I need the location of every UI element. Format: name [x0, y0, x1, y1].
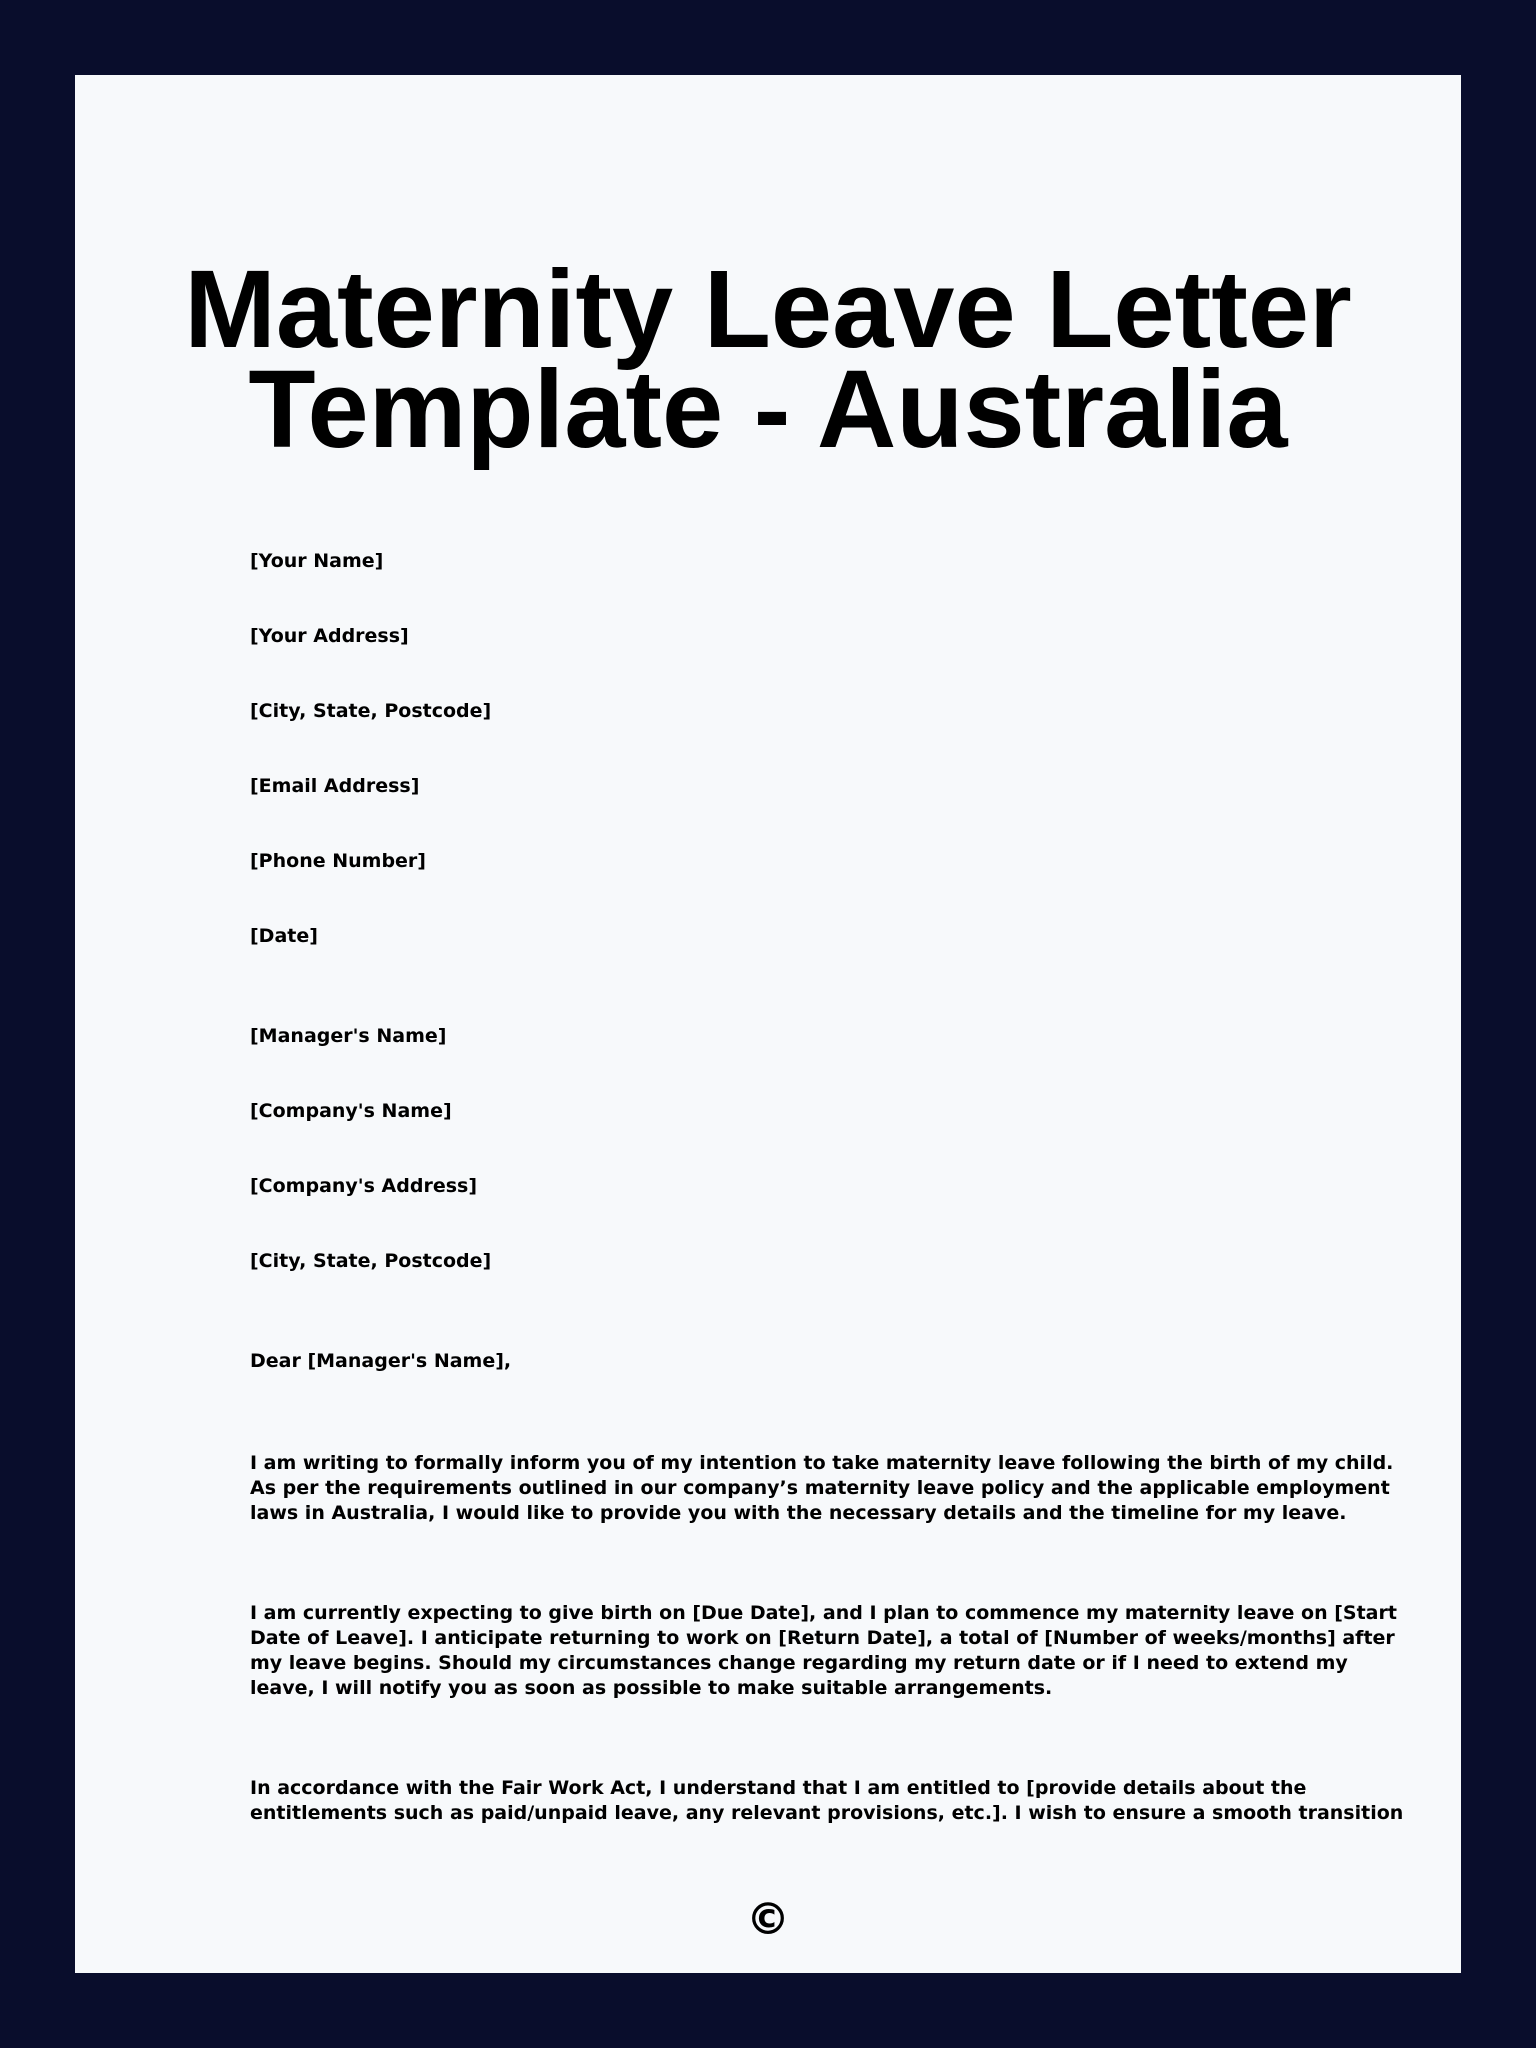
body-paragraph-1: [250, 1451, 1394, 1526]
paragraph-line: In accordance with the Fair Work Act, I understand that I am entitled to [provide details about the: [250, 1777, 1307, 1799]
recipient-company-name: [Company's Name]: [250, 1100, 452, 1122]
recipient-company-address: [Company's Address]: [250, 1175, 478, 1197]
sender-address: [Your Address]: [250, 625, 409, 647]
document-page: [75, 75, 1461, 1973]
document-title: [75, 248, 1461, 471]
paragraph-line: I am writing to formally inform you of my intention to take maternity leave following the birth of my child.: [250, 1452, 1394, 1474]
copyright-icon: ©: [746, 1894, 790, 1945]
sender-city: [City, State, Postcode]: [250, 700, 492, 722]
salutation: Dear [Manager's Name],: [250, 1350, 512, 1372]
title-line-2: Template - Australia: [248, 348, 1288, 471]
sender-email: [Email Address]: [250, 775, 420, 797]
sender-name: [Your Name]: [250, 550, 384, 572]
body-paragraph-3: [250, 1776, 1404, 1826]
paragraph-line: my leave begins. Should my circumstances change regarding my return date or if I need to extend my: [250, 1652, 1348, 1674]
paragraph-line: As per the requirements outlined in our company’s maternity leave policy and the applicable employment: [250, 1477, 1390, 1499]
paragraph-line: laws in Australia, I would like to provide you with the necessary details and the timeline for my leave.: [250, 1502, 1347, 1524]
paragraph-line: I am currently expecting to give birth on [Due Date], and I plan to commence my maternity leave on [Start: [250, 1602, 1397, 1624]
paragraph-line: Date of Leave]. I anticipate returning to work on [Return Date], a total of [Number of weeks/months] after: [250, 1627, 1395, 1649]
sender-phone: [Phone Number]: [250, 850, 426, 872]
letter-date: [Date]: [250, 925, 318, 947]
recipient-manager-name: [Manager's Name]: [250, 1025, 447, 1047]
title-line-1: Maternity Leave Letter: [184, 248, 1352, 371]
paragraph-line: leave, I will notify you as soon as possible to make suitable arrangements.: [250, 1677, 1053, 1699]
body-paragraph-2: [250, 1601, 1397, 1701]
recipient-city: [City, State, Postcode]: [250, 1250, 492, 1272]
paragraph-line: entitlements such as paid/unpaid leave, any relevant provisions, etc.]. I wish to ensure a smooth transition: [250, 1802, 1404, 1824]
